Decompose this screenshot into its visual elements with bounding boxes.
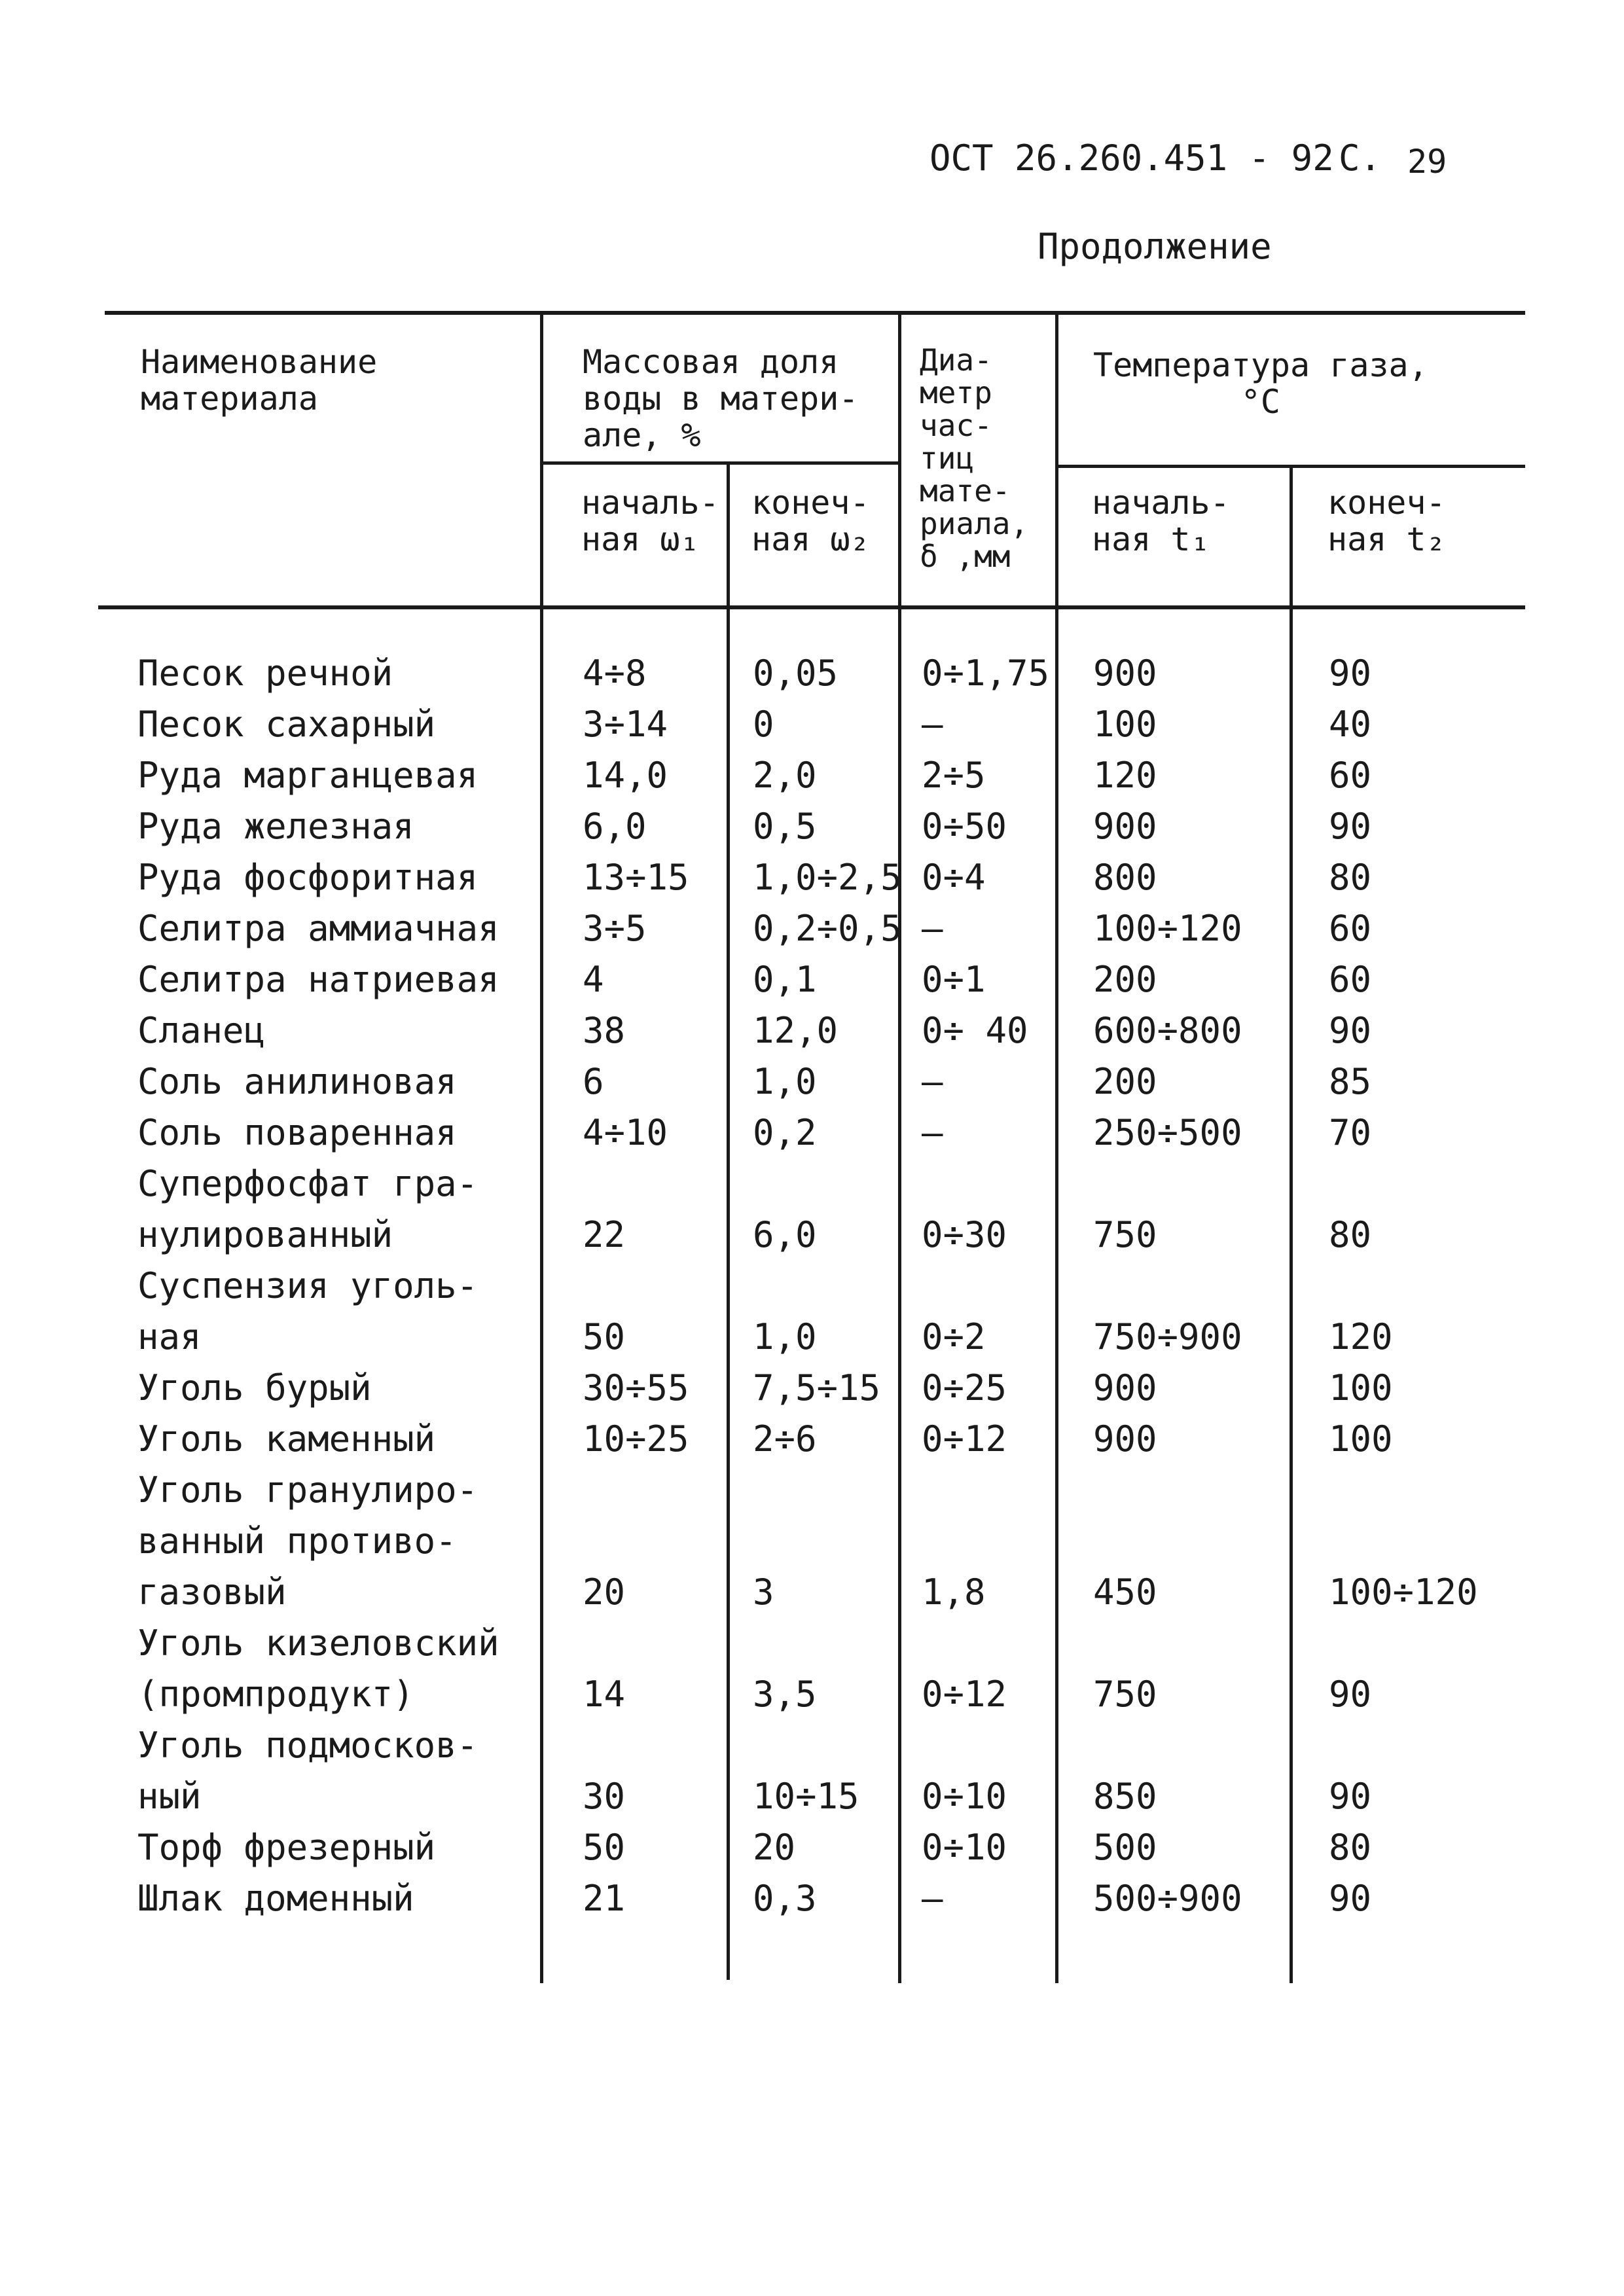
cell-material: Песок речной	[137, 653, 393, 694]
cell-water-initial: 50	[583, 1827, 626, 1868]
cell-temp-initial: 250÷500	[1093, 1112, 1242, 1153]
table-row	[0, 1567, 1624, 1618]
cell-temp-final: 100	[1329, 1418, 1393, 1460]
cell-water-initial: 20	[583, 1571, 626, 1613]
cell-temp-final: 60	[1329, 755, 1372, 796]
cell-temp-final: 90	[1329, 806, 1372, 847]
cell-material: Суспензия уголь-	[137, 1265, 478, 1306]
cell-water-final: 6,0	[753, 1214, 817, 1255]
cell-temp-final: 90	[1329, 1674, 1372, 1715]
cell-temp-initial: 200	[1093, 1061, 1157, 1102]
cell-diameter: 0÷50	[922, 806, 1007, 847]
cell-water-initial: 14,0	[583, 755, 668, 796]
cell-temp-final: 80	[1329, 1827, 1372, 1868]
table-row	[0, 1414, 1624, 1465]
cell-diameter: –	[922, 908, 943, 949]
header-mid-rule-water	[543, 461, 900, 465]
cell-water-initial: 13÷15	[583, 857, 689, 898]
table-top-rule	[105, 311, 1525, 315]
cell-material: Песок сахарный	[137, 704, 436, 745]
cell-water-initial: 4	[583, 959, 604, 1000]
cell-temp-final: 40	[1329, 704, 1372, 745]
cell-water-final: 2,0	[753, 755, 817, 796]
cell-water-final: 0,2	[753, 1112, 817, 1153]
cell-temp-initial: 100÷120	[1093, 908, 1242, 949]
cell-temp-initial: 600÷800	[1093, 1010, 1242, 1051]
cell-material: Селитра аммиачная	[137, 908, 499, 949]
cell-water-final: 20	[753, 1827, 796, 1868]
cell-water-final: 1,0	[753, 1316, 817, 1357]
cell-material: Руда железная	[137, 806, 414, 847]
cell-diameter: 0÷10	[922, 1827, 1007, 1868]
cell-diameter: –	[922, 1061, 943, 1102]
cell-diameter: 0÷30	[922, 1214, 1007, 1255]
table-row	[0, 699, 1624, 750]
table-row	[0, 954, 1624, 1005]
cell-temp-initial: 750	[1093, 1674, 1157, 1715]
header-water-fraction: Массовая доля воды в матери- але, %	[583, 343, 859, 454]
cell-temp-initial: 500÷900	[1093, 1878, 1242, 1919]
cell-temp-initial: 120	[1093, 755, 1157, 796]
cell-temp-initial: 750÷900	[1093, 1316, 1242, 1357]
cell-water-final: 0,2÷0,5	[753, 908, 902, 949]
cell-temp-initial: 750	[1093, 1214, 1157, 1255]
cell-water-final: 0,1	[753, 959, 817, 1000]
cell-material: ванный противо-	[137, 1520, 457, 1562]
cell-diameter: 0÷4	[922, 857, 986, 898]
table-row	[0, 1669, 1624, 1720]
cell-water-final: 7,5÷15	[753, 1367, 881, 1408]
cell-temp-final: 60	[1329, 908, 1372, 949]
cell-water-initial: 6	[583, 1061, 604, 1102]
cell-temp-initial: 850	[1093, 1776, 1157, 1817]
table-row	[0, 1873, 1624, 1924]
cell-diameter: 0÷ 40	[922, 1010, 1028, 1051]
cell-material: Уголь подмосков-	[137, 1725, 478, 1766]
cell-temp-final: 80	[1329, 857, 1372, 898]
cell-water-final: 0	[753, 704, 774, 745]
cell-temp-initial: 500	[1093, 1827, 1157, 1868]
cell-water-initial: 30÷55	[583, 1367, 689, 1408]
cell-water-final: 0,5	[753, 806, 817, 847]
cell-diameter: 0÷1,75	[922, 653, 1050, 694]
cell-water-initial: 6,0	[583, 806, 647, 847]
header-gas-temperature: Температура газа, °С	[1093, 346, 1428, 421]
cell-water-initial: 4÷10	[583, 1112, 668, 1153]
cell-temp-initial: 450	[1093, 1571, 1157, 1613]
cell-material: ная	[137, 1316, 202, 1357]
cell-temp-final: 60	[1329, 959, 1372, 1000]
cell-temp-final: 90	[1329, 653, 1372, 694]
cell-material: Уголь кизеловский	[137, 1623, 499, 1664]
cell-material: Уголь бурый	[137, 1367, 372, 1408]
table-row	[0, 1363, 1624, 1414]
cell-material: Торф фрезерный	[137, 1827, 436, 1868]
cell-temp-initial: 100	[1093, 704, 1157, 745]
cell-material: Соль анилиновая	[137, 1061, 457, 1102]
cell-material: газовый	[137, 1571, 287, 1613]
table-row	[0, 1618, 1624, 1669]
cell-material: Уголь каменный	[137, 1418, 436, 1460]
cell-water-initial: 3÷14	[583, 704, 668, 745]
cell-temp-initial: 900	[1093, 1418, 1157, 1460]
cell-water-final: 2÷6	[753, 1418, 817, 1460]
cell-temp-initial: 900	[1093, 653, 1157, 694]
table-row	[0, 1822, 1624, 1873]
cell-temp-initial: 200	[1093, 959, 1157, 1000]
table-row	[0, 1771, 1624, 1822]
header-bottom-rule	[98, 605, 1525, 609]
cell-water-initial: 30	[583, 1776, 626, 1817]
table-row	[0, 1158, 1624, 1210]
cell-diameter: 0÷12	[922, 1418, 1007, 1460]
cell-diameter: 0÷2	[922, 1316, 986, 1357]
cell-water-final: 10÷15	[753, 1776, 859, 1817]
cell-diameter: 0÷1	[922, 959, 986, 1000]
cell-water-final: 0,05	[753, 653, 839, 694]
table-row	[0, 1005, 1624, 1056]
table-row	[0, 1516, 1624, 1567]
cell-material: Шлак доменный	[137, 1878, 414, 1919]
cell-diameter: –	[922, 1112, 943, 1153]
table-row	[0, 1465, 1624, 1516]
cell-water-final: 3,5	[753, 1674, 817, 1715]
cell-diameter: 2÷5	[922, 755, 986, 796]
cell-water-final: 3	[753, 1571, 774, 1613]
cell-temp-final: 120	[1329, 1316, 1393, 1357]
cell-temp-final: 100÷120	[1329, 1571, 1478, 1613]
table-row	[0, 801, 1624, 852]
header-particle-diameter: Диа- метр час- тиц мате- риала, δ ,мм	[920, 342, 1029, 574]
cell-diameter: 0÷25	[922, 1367, 1007, 1408]
header-temp-final: конеч- ная t₂	[1327, 484, 1446, 558]
cell-material: нулированный	[137, 1214, 393, 1255]
cell-temp-final: 100	[1329, 1367, 1393, 1408]
cell-water-final: 1,0÷2,5	[753, 857, 902, 898]
cell-diameter: 1,8	[922, 1571, 986, 1613]
cell-material: (промпродукт)	[137, 1674, 414, 1715]
table-row	[0, 1312, 1624, 1363]
table-row	[0, 750, 1624, 801]
cell-water-final: 1,0	[753, 1061, 817, 1102]
table-row	[0, 648, 1624, 699]
cell-water-initial: 21	[583, 1878, 626, 1919]
continuation-label: Продолжение	[1038, 226, 1272, 267]
table-row	[0, 1720, 1624, 1771]
header-temp-initial: началь- ная t₁	[1092, 484, 1230, 558]
cell-diameter: 0÷10	[922, 1776, 1007, 1817]
cell-temp-final: 70	[1329, 1112, 1372, 1153]
cell-material: Руда марганцевая	[137, 755, 478, 796]
cell-water-initial: 4÷8	[583, 653, 647, 694]
cell-diameter: –	[922, 1878, 943, 1919]
header-water-initial: началь- ная ω₁	[581, 484, 719, 558]
cell-material: Соль поваренная	[137, 1112, 457, 1153]
table-row	[0, 903, 1624, 954]
table-row	[0, 1210, 1624, 1261]
cell-material: Селитра натриевая	[137, 959, 499, 1000]
cell-material: Суперфосфат гра-	[137, 1163, 478, 1204]
table-row	[0, 1261, 1624, 1312]
cell-temp-initial: 900	[1093, 806, 1157, 847]
cell-material: Сланец	[137, 1010, 266, 1051]
cell-material: ный	[137, 1776, 202, 1817]
cell-diameter: –	[922, 704, 943, 745]
page-label: С.	[1339, 137, 1382, 179]
cell-water-initial: 3÷5	[583, 908, 647, 949]
cell-water-initial: 50	[583, 1316, 626, 1357]
cell-water-initial: 14	[583, 1674, 626, 1715]
header-water-final: конеч- ная ω₂	[751, 484, 870, 558]
document-code: ОСТ 26.260.451 - 92	[929, 137, 1334, 179]
table-row	[0, 1056, 1624, 1107]
cell-temp-final: 90	[1329, 1776, 1372, 1817]
page-number: 29	[1407, 143, 1447, 181]
table-row	[0, 852, 1624, 903]
cell-water-initial: 22	[583, 1214, 626, 1255]
table-row	[0, 1107, 1624, 1158]
cell-temp-final: 90	[1329, 1878, 1372, 1919]
cell-temp-final: 80	[1329, 1214, 1372, 1255]
cell-temp-final: 85	[1329, 1061, 1372, 1102]
cell-water-initial: 38	[583, 1010, 626, 1051]
cell-water-final: 12,0	[753, 1010, 839, 1051]
cell-temp-initial: 800	[1093, 857, 1157, 898]
header-material-name: Наименование материала	[141, 343, 378, 418]
cell-diameter: 0÷12	[922, 1674, 1007, 1715]
cell-temp-final: 90	[1329, 1010, 1372, 1051]
cell-water-initial: 10÷25	[583, 1418, 689, 1460]
cell-material: Уголь гранулиро-	[137, 1469, 478, 1511]
cell-water-final: 0,3	[753, 1878, 817, 1919]
cell-material: Руда фосфоритная	[137, 857, 478, 898]
cell-temp-initial: 900	[1093, 1367, 1157, 1408]
